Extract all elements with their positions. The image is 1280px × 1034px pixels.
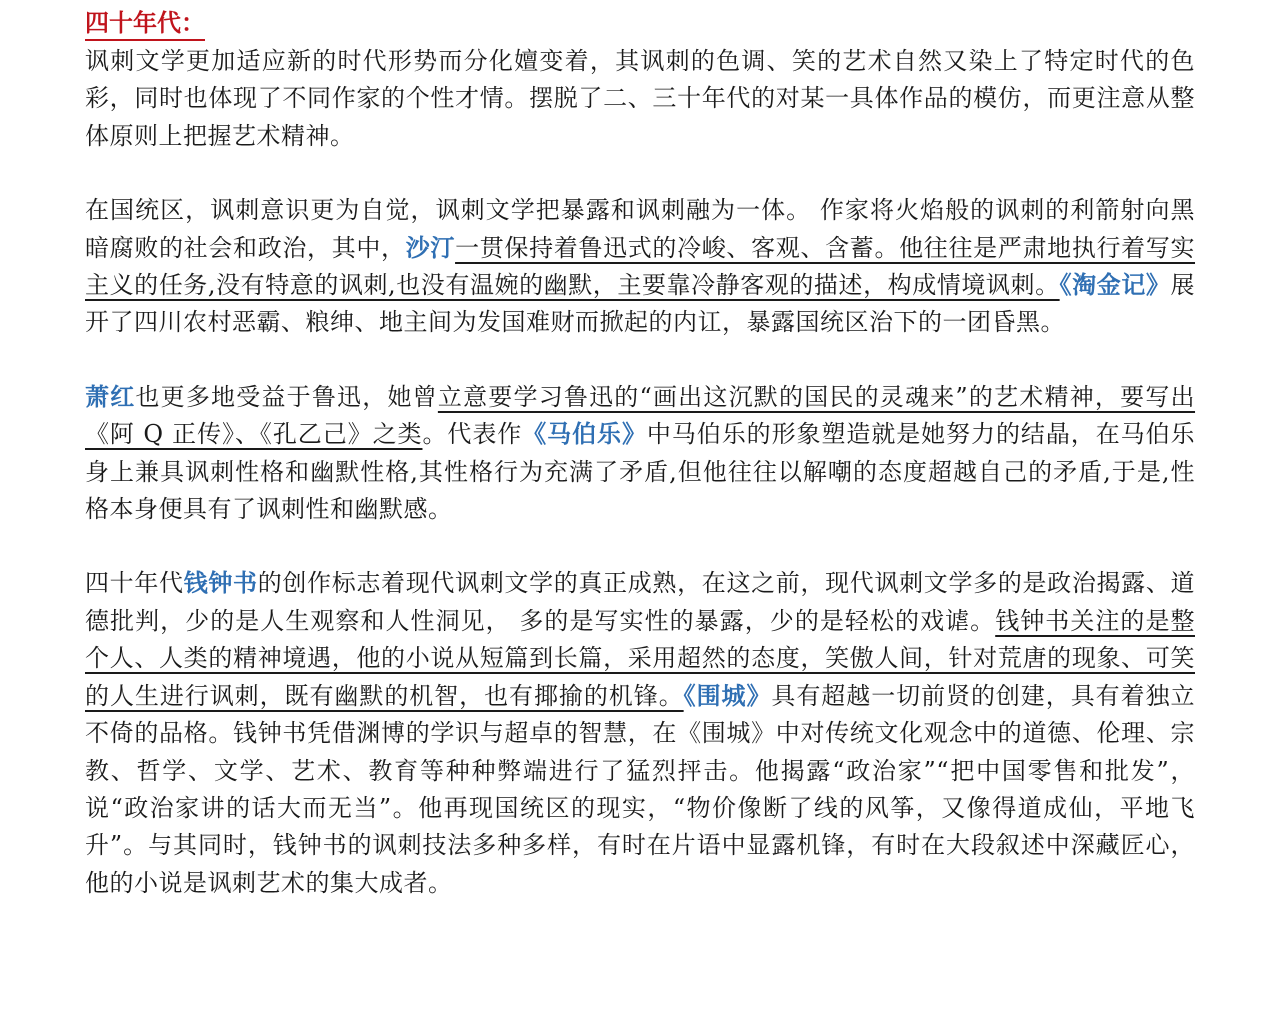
document-page	[85, 8, 1195, 902]
author-name-xiaohong: 萧红	[85, 382, 136, 411]
paragraph-text: 也更多地受益于鲁迅，她曾	[135, 382, 438, 411]
paragraph-text: 。代表作	[422, 420, 523, 449]
section-heading: 四十年代：	[85, 8, 205, 41]
paragraph-xiaohong	[85, 379, 1195, 529]
paragraph-text: 在国统区，讽刺意识更为自觉，讽刺文学把暴露和讽刺融为一体。 作家将火焰般的讽刺的利箭射向黑暗腐败的社会和政治，其中，	[85, 196, 1195, 262]
work-title-weicheng: 《围城》	[683, 681, 772, 710]
paragraph-gap	[85, 155, 1195, 192]
paragraph-text: 展开了四川农村恶霸、粮绅、地主间为发国难财而掀起的内讧，暴露国统区治下的一团昏黑。	[85, 271, 1195, 337]
author-name-shating: 沙汀	[405, 233, 456, 262]
author-name-qianzhongshu: 钱钟书	[183, 569, 258, 598]
paragraph-qianzhongshu	[85, 565, 1195, 902]
paragraph-text: 的创作标志着现代讽刺文学的真正成熟，在这之前，现代讽刺文学多的是政治揭露、道德批判，少的是人生观察和人性洞见， 多的是写实性的暴露，少的是轻松的戏谑。	[85, 569, 1196, 635]
paragraph-text: 具有超越一切前贤的创建，具有着独立不倚的品格。钱钟书凭借渊博的学识与超卓的智慧，在《围城》中对传统文化观念中的道德、伦理、宗教、哲学、文学、艺术、教育等种种弊端进行了猛烈抨击。他揭露“政治家”“把中国零售和批发”，说“政治家讲的话大而无当”。他再现国统区的现实，“物价像断了线的风筝，又像得道成仙，平地飞升”。与其同时，钱钟书的讽刺技法多种多样，有时在片语中显露机锋，有时在大段叙述中深藏匠心，他的小说是讽刺艺术的集大成者。	[85, 681, 1196, 897]
work-title-taojinji: 《淘金记》	[1059, 271, 1171, 300]
paragraph-intro	[85, 43, 1195, 155]
paragraph-guotong	[85, 192, 1195, 342]
paragraph-gap	[85, 528, 1195, 565]
paragraph-gap	[85, 342, 1195, 379]
underlined-text: 一贯保持着鲁迅式的冷峻、客观、含蓄。他往往是严肃地执行着写实主义的任务,没有特意的讽刺,也没有温婉的幽默，主要靠冷静客观的描述，构成情境讽刺。	[85, 233, 1196, 300]
underlined-text: 钱钟书关注的是整个人、人类的精神境遇，他的小说从短篇到长篇，采用超然的态度，笑傲人间，针对荒唐的现象、可笑的人生进行讽刺，既有幽默的机智，也有揶揄的机锋。	[85, 606, 1195, 710]
work-title-mabole: 《马伯乐》	[522, 420, 647, 449]
underlined-text: 立意要学习鲁迅的“画出这沉默的国民的灵魂来”的艺术精神，要写出《阿 Q 正传》、《孔乙己》之类	[85, 382, 1196, 449]
paragraph-text: 中马伯乐的形象塑造就是她努力的结晶，在马伯乐身上兼具讽刺性格和幽默性格,其性格行为充满了矛盾,但他往往以解嘲的态度超越自己的矛盾,于是,性格本身便具有了讽刺性和幽默感。	[85, 420, 1196, 524]
paragraph-intro-text: 讽刺文学更加适应新的时代形势而分化嬗变着，其讽刺的色调、笑的艺术自然又染上了特定时代的色彩，同时也体现了不同作家的个性才情。摆脱了二、三十年代的对某一具体作品的模仿，而更注意从整体原则上把握艺术精神。	[85, 47, 1195, 150]
paragraph-text: 四十年代	[85, 569, 184, 598]
